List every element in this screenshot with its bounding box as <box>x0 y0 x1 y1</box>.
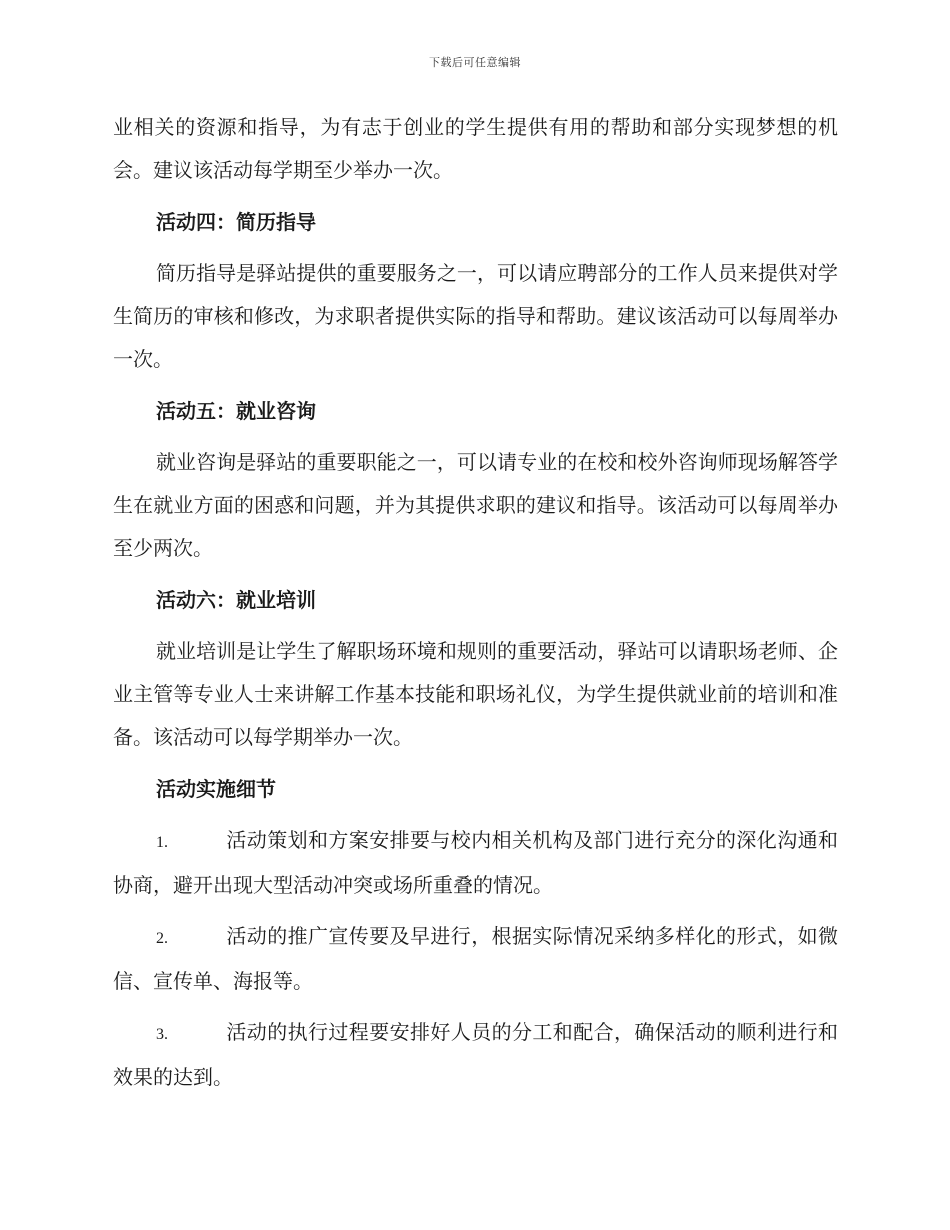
details-list-item <box>113 1011 838 1099</box>
details-list-item <box>113 915 838 1003</box>
section-body-training: 就业培训是让学生了解职场环境和规则的重要活动，驿站可以请职场老师、企业主管等专业人士来讲解工作基本技能和职场礼仪，为学生提供就业前的培训和准备。该活动可以每学期举办一次。 <box>113 639 838 749</box>
section-heading-training: 活动六：就业培训 <box>156 588 316 612</box>
section-heading-consulting: 活动五：就业咨询 <box>156 399 316 423</box>
section-heading-resume: 活动四：简历指导 <box>156 210 316 234</box>
list-item-number: 3. <box>156 1026 168 1043</box>
list-item-number: 2. <box>156 930 168 947</box>
page-header-note: 下载后可任意编辑 <box>429 56 521 69</box>
list-item-text: 活动策划和方案安排要与校内相关机构及部门进行充分的深化沟通和协商，避开出现大型活动冲突或场所重叠的情况。 <box>113 828 838 897</box>
details-heading: 活动实施细节 <box>156 777 276 801</box>
details-list-item <box>113 819 838 907</box>
list-item-text: 活动的执行过程要安排好人员的分工和配合，确保活动的顺利进行和效果的达到。 <box>113 1020 838 1089</box>
section-body-resume: 简历指导是驿站提供的重要服务之一，可以请应聘部分的工作人员来提供对学生简历的审核和修改，为求职者提供实际的指导和帮助。建议该活动可以每周举办一次。 <box>113 261 838 371</box>
intro-continuation-paragraph: 业相关的资源和指导，为有志于创业的学生提供有用的帮助和部分实现梦想的机会。建议该活动每学期至少举办一次。 <box>113 115 838 182</box>
section-body-consulting: 就业咨询是驿站的重要职能之一，可以请专业的在校和校外咨询师现场解答学生在就业方面的困惑和问题，并为其提供求职的建议和指导。该活动可以每周举办至少两次。 <box>113 450 838 560</box>
list-item-number: 1. <box>156 834 168 851</box>
document-body <box>113 106 838 1107</box>
list-item-text: 活动的推广宣传要及早进行，根据实际情况采纳多样化的形式，如微信、宣传单、海报等。 <box>113 924 838 993</box>
